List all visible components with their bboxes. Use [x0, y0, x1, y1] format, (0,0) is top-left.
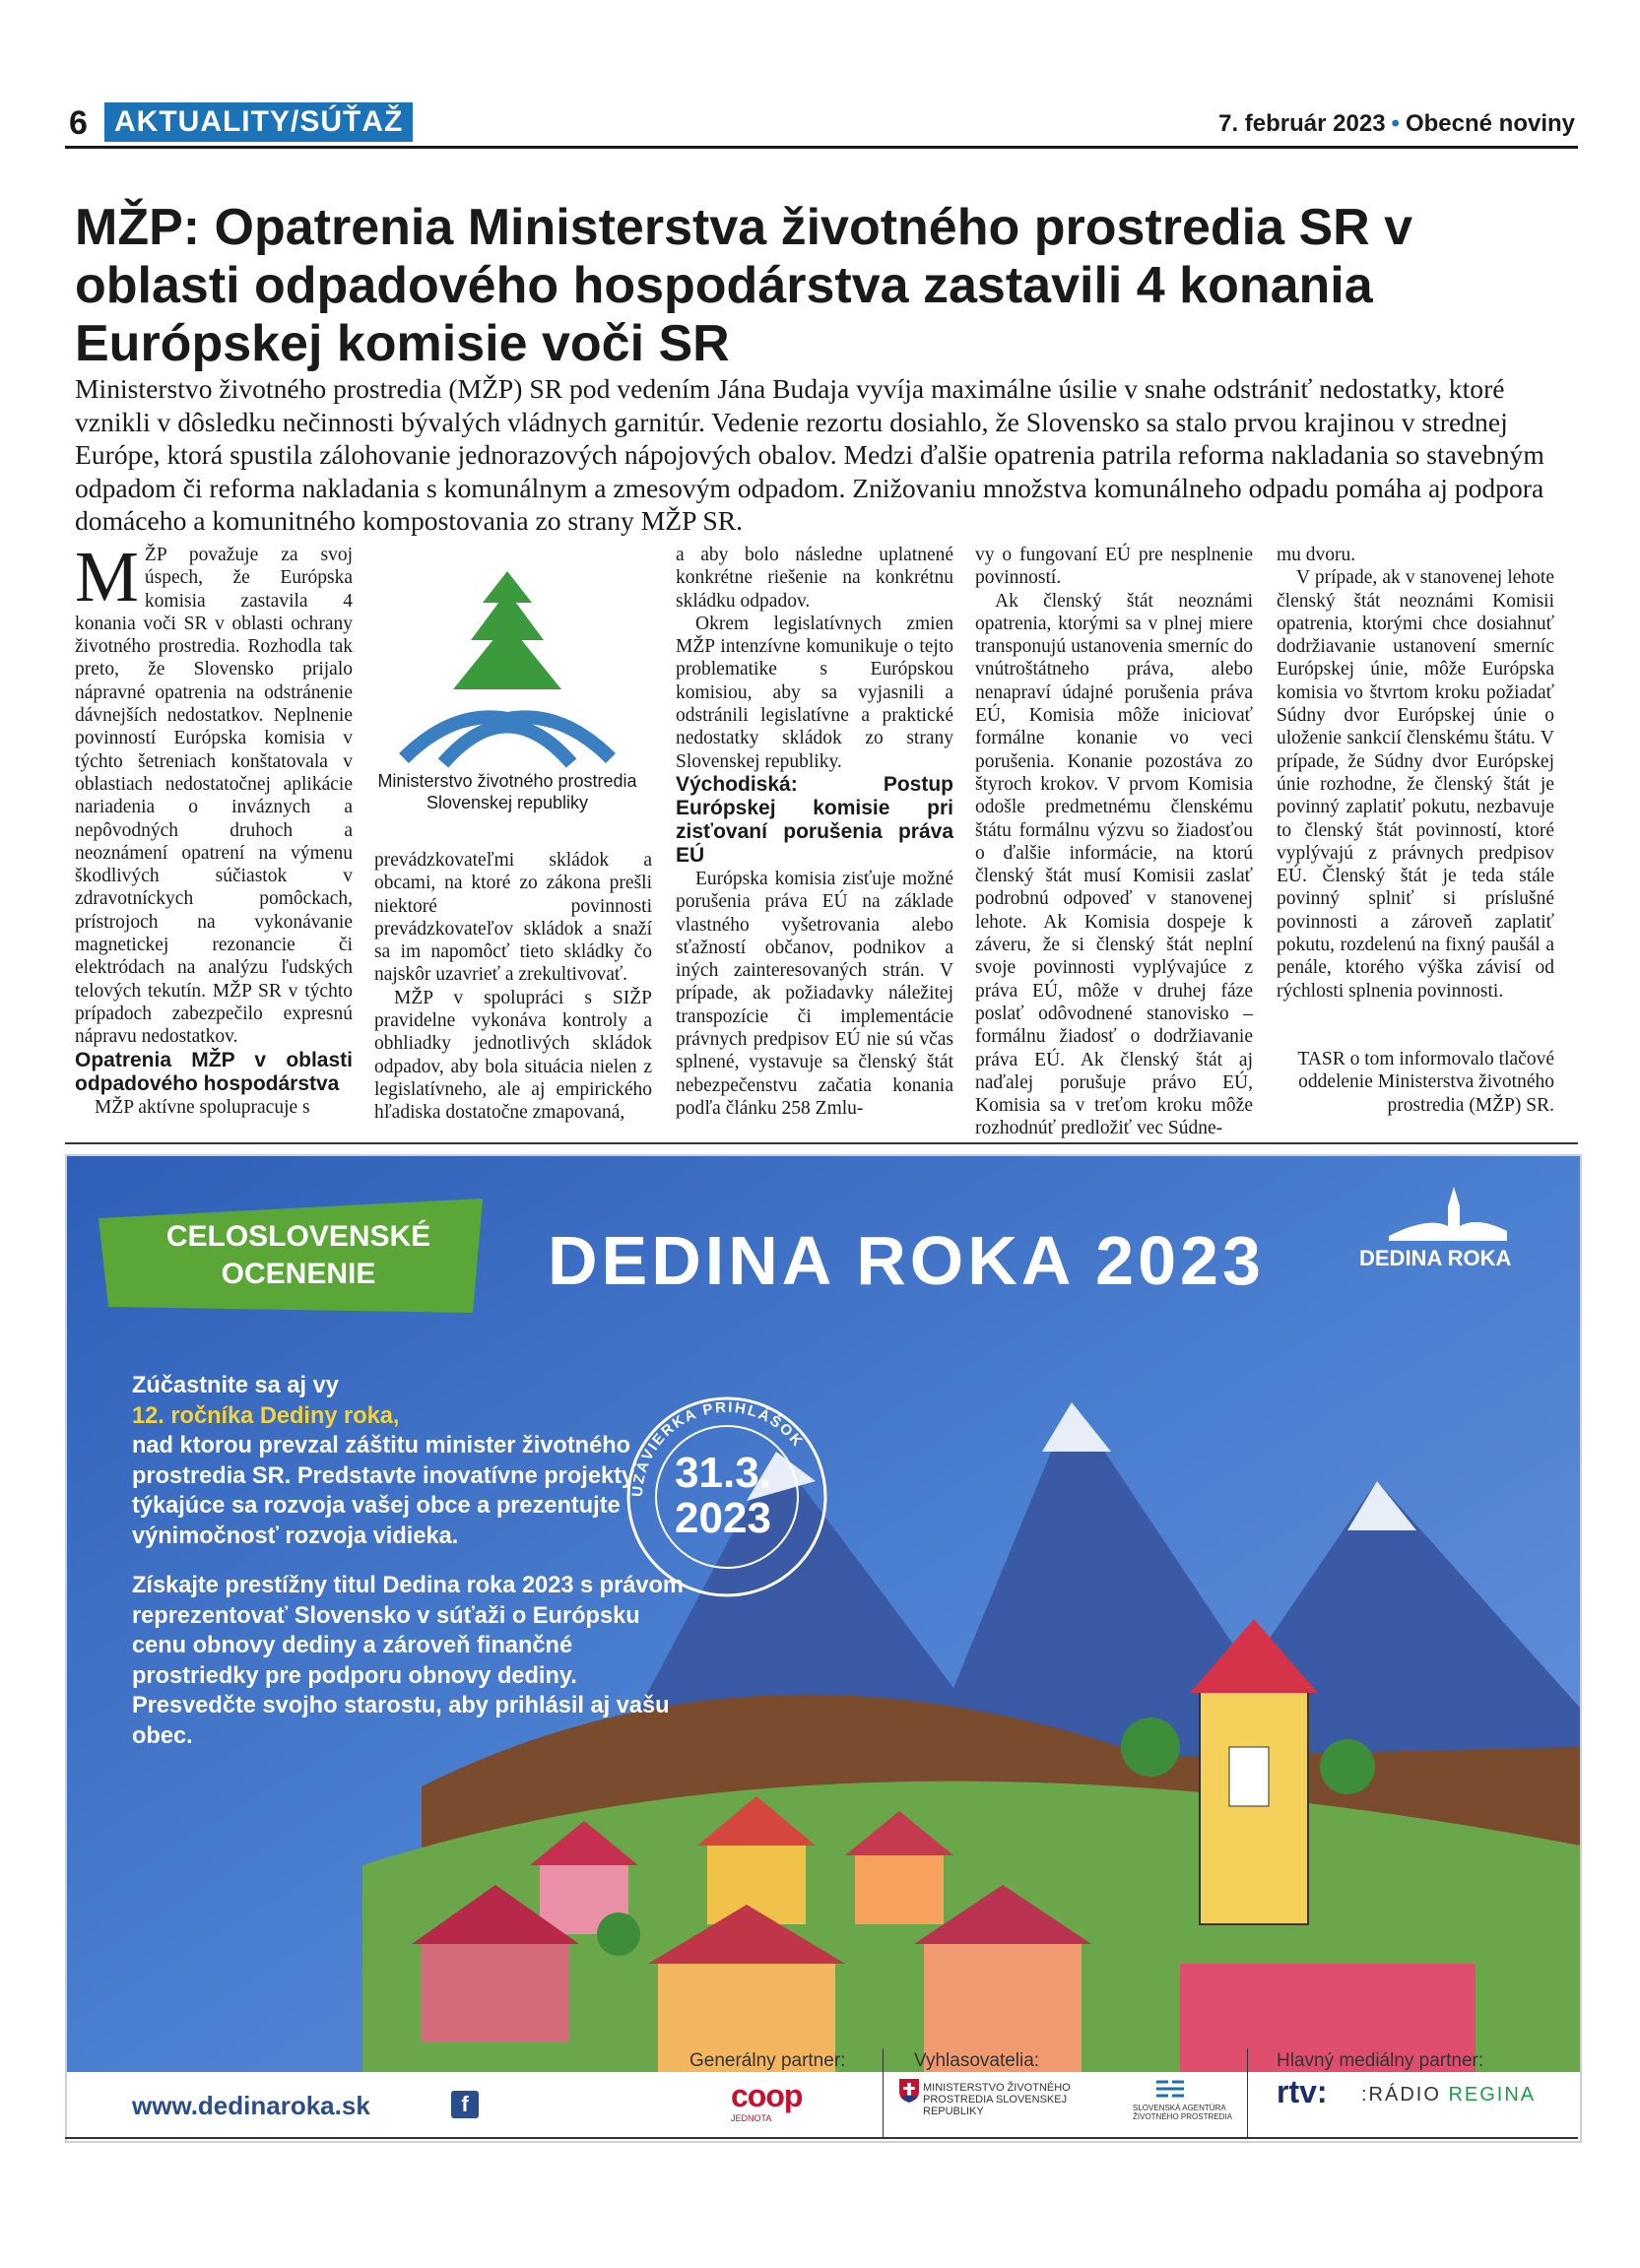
organizer-ministry: MINISTERSTVO ŽIVOTNÉHO PROSTREDIA SLOVENSKEJ REPUBLIKY	[923, 2082, 1071, 2117]
paragraph: MŽP v spolupráci s SIŽP pravidelne vykonáva kontroly a obhliadky jednotlivých skládok odpadov, aby bola situácia nielen z legislatívneho, ale aj empirického hľadiska dostatočne zmapovaná,	[374, 987, 652, 1124]
subheading: Východiská: Postup Európskej komisie pri zisťovaní porušenia práva EÚ	[676, 772, 953, 867]
deadline-date	[624, 1451, 821, 1541]
media-partner-label: Hlavný mediálny partner:	[1277, 2050, 1484, 2071]
deadline-date-line: 2023	[675, 1494, 771, 1542]
facebook-icon[interactable]: f	[451, 2091, 479, 2118]
ad-paragraph	[132, 1371, 684, 1551]
sazp-logo-icon	[1152, 2076, 1188, 2102]
paragraph: prevádzkovateľmi skládok a obcami, na ktoré zo zákona prešli niektoré povinnosti prevádzkovateľov skládok a snaží sa im napomôcť tieto skládky čo najskôr uzavrieť a zrekultivovať.	[374, 850, 652, 986]
paragraph: Ak členský štát neoznámi opatrenia, ktorými sa v plnej miere transponujú ustanovenia smerníc do vnútroštátneho práva, alebo nenapraví údajné porušenia práva EÚ, Komisia môže iniciovať formálne konanie vo veci porušenia. Konanie pozostáva zo štyroch krokov. V prvom Komisia odošle predmetnému členskému štátu formálnu výzvu so žiadosťou o ďalšie informácie, na ktorú členský štát musí Komisii zaslať podrobnú odpoveď v stanovenej lehote. Ak Komisia dospeje k záveru, že si členský štát neplní svoje povinnosti vyplývajúce z práva EÚ, môže v druhej fáze poslať odôvodnené stanovisko – formálnu žiadosť o dodržiavanie práva EÚ. Ak členský štát aj naďalej porušuje právo EÚ, Komisia sa v treťom kroku môže rozhodnúť predložiť vec Súdne-	[975, 590, 1253, 1139]
paragraph	[75, 537, 353, 1049]
header-rule	[65, 146, 1578, 149]
paragraph: mu dvoru.	[1277, 545, 1356, 565]
section-label: AKTUALITY/SÚŤAŽ	[104, 102, 413, 142]
paragraph: a aby bolo následne uplatnené konkrétne riešenie na konkrétnu skládku odpadov.	[676, 545, 953, 612]
paragraph: vy o fungovaní EÚ pre nesplnenie povinností.	[975, 545, 1253, 589]
article-lead: Ministerstvo životného prostredia (MŽP) SR pod vedením Jána Budaja vyvíja maximálne úsilie v snahe odstrániť nedostatky, ktoré vznikli v dôsledku nečinnosti bývalých vládnych garnitúr. Vedenie rezortu dosiahlo, že Slovensko sa stalo prvou krajinou v strednej Európe, ktorá spustila zálohovanie jednorazových nápojových obalov. Medzi ďalšie opatrenia patrila reforma nakladania so stavebným odpadom či reforma nakladania s komunálnym a zmesovým odpadom. Znižovaniu množstva komunálneho odpadu pomáha aj podpora domáceho a komunitného kompostovania zo strany MŽP SR.	[75, 373, 1544, 536]
article-bottom-rule	[65, 1142, 1578, 1144]
paragraph: Európska komisia zisťuje možné porušenia práva EÚ na základe vlastného vyšetrovania alebo sťažností občanov, podnikov a iných zainteresovaných strán. V prípade, ak požiadavky náležitej transpozície či implementácie právnych predpisov EÚ nie sú včas splnené, vystavuje sa členský štát nebezpečenstvu začatia konania podľa článku 258 Zmlu-	[676, 868, 953, 1119]
coop-logo-subtitle: JEDNOTA	[731, 2113, 772, 2123]
ad-highlight: 12. ročníka Dediny roka,	[132, 1402, 400, 1429]
page-number: 6	[69, 104, 88, 142]
ad-brand: DEDINA ROKA	[1359, 1246, 1512, 1270]
article-column-1	[75, 537, 353, 1119]
stamp-ring-text: UZÁVIERKA PRIHLÁŠOK	[628, 1398, 807, 1498]
ad-text: nad ktorou prevzal záštitu minister životného prostredia SR. Predstavte inovatívne projekty týkajúce sa rozvoja vašej obce a prezentujte výnimočnosť rozvoja vidieka.	[132, 1433, 635, 1549]
radio-regina-text: :RÁDIO	[1361, 2084, 1449, 2106]
article-column-2	[374, 849, 652, 1125]
award-badge-text: CELOSLOVENSKÉ OCENENIE	[165, 1220, 431, 1290]
radio-regina-text-accent: REGINA	[1448, 2084, 1537, 2106]
article-column-4	[975, 544, 1253, 1140]
coop-logo: coop	[731, 2078, 803, 2113]
ad-title: DEDINA ROKA 2023	[548, 1222, 1265, 1299]
paragraph: Okrem legislatívnych zmien MŽP intenzívne komunikuje o tejto problematike s Európskou komisiou, aby sa vyjasnili a odstránili legislatívne a praktické nedostatky skládok zo strany Slovenskej republiky.	[676, 613, 953, 772]
partner-divider	[883, 2048, 884, 2137]
dateline-separator: •	[1391, 110, 1400, 137]
partner-divider	[1247, 2048, 1248, 2137]
page-bottom-rule	[65, 2137, 1578, 2139]
publication-name: Obecné noviny	[1405, 110, 1575, 137]
village-silhouette-icon	[1389, 1182, 1507, 1241]
header-dateline	[1218, 110, 1575, 138]
article-credit: TASR o tom informovalo tlačové oddelenie Ministerstva životného prostredia (MŽP) SR.	[1297, 1048, 1554, 1116]
radio-regina-logo	[1361, 2084, 1536, 2106]
ad-paragraph: Získajte prestížny titul Dedina roka 2023 s právom reprezentovať Slovensko v súťaži o Európsku cenu obnovy dediny a zároveň finančné prostriedky pre podporu obnovy dediny. Presvedčte svojho starostu, aby prihlásil aj vašu obec.	[132, 1573, 684, 1749]
ad-text: Zúčastnite sa aj vy	[132, 1373, 339, 1398]
drop-cap: M	[75, 537, 139, 616]
ad-body	[132, 1371, 684, 1771]
deadline-date-line: 31.3.	[675, 1449, 771, 1497]
article-column-5	[1277, 544, 1554, 1117]
arch-icon	[404, 717, 611, 763]
slovak-coat-of-arms-icon	[898, 2078, 920, 2104]
article-column-3	[676, 544, 953, 1120]
paragraph: MŽP aktívne spolupracuje s	[95, 1096, 310, 1118]
website-link[interactable]: www.dedinaroka.sk	[132, 2091, 370, 2120]
issue-date: 7. február 2023	[1218, 110, 1386, 137]
logo-caption: Ministerstvo životného prostredia Slovenskej republiky	[377, 771, 637, 812]
article-headline: MŽP: Opatrenia Ministerstva životného prostredia SR v oblasti odpadového hospodárstva zastavili 4 konania Európskej komisie voči SR	[75, 199, 1413, 372]
organizers-label: Vyhlasovatelia:	[914, 2050, 1040, 2071]
rtvs-logo: rtv:	[1277, 2074, 1328, 2109]
paragraph-text: ŽP považuje za svoj úspech, že Európska komisia zastavila 4 konania voči SR v oblasti ochrany životného prostredia. Rozhodla tak preto, že Slovensko prijalo nápravné opatrenia na odstránenie dávnejších nedostatkov. Neplnenie povinností Európska komisia v týchto šetreniach konštatovala v oblastiach nedostatočnej aplikácie nariadenia o inváznych a nepôvodných druhoch a neoznámení opatrení na výmenu škodlivých súčiastok v zdravotníckych pomôckach, prístrojoch na vykonávanie magnetickej rezonancie či elektródach na analýzu ľudských telových tekutín. MŽP SR v týchto prípadoch zabezpečilo expresnú nápravu nedostatkov.	[75, 545, 353, 1048]
subheading: Opatrenia MŽP v oblasti odpadového hospodárstva	[75, 1048, 353, 1095]
tree-icon	[453, 571, 561, 689]
organizer-agency: SLOVENSKÁ AGENTÚRA ŽIVOTNÉHO PROSTREDIA	[1133, 2104, 1232, 2121]
paragraph: V prípade, ak v stanovenej lehote členský štát neoznámi Komisii opatrenia, ktorými chce dosiahnuť dodržiavanie ustanovení smerníc Európskej únie, môže Európska komisia vo štvrtom kroku požiadať Súdny dvor Európskej únie o uloženie sankcií členskému štátu. V prípade, že Súdny dvor Európskej únie rozhodne, že členský štát je povinný zaplatiť pokutu, nezbavuje to členský štát povinností, ktoré vyplývajú z právnych predpisov EÚ. Členský štát je teda stále povinný splniť si príslušné povinnosti a zároveň zaplatiť pokutu, rozdelenú na fixný paušál a penále, ktorého výška závisí od rýchlosti splnenia povinnosti.	[1277, 567, 1554, 1002]
general-partner-label: Generálny partner:	[689, 2050, 846, 2071]
